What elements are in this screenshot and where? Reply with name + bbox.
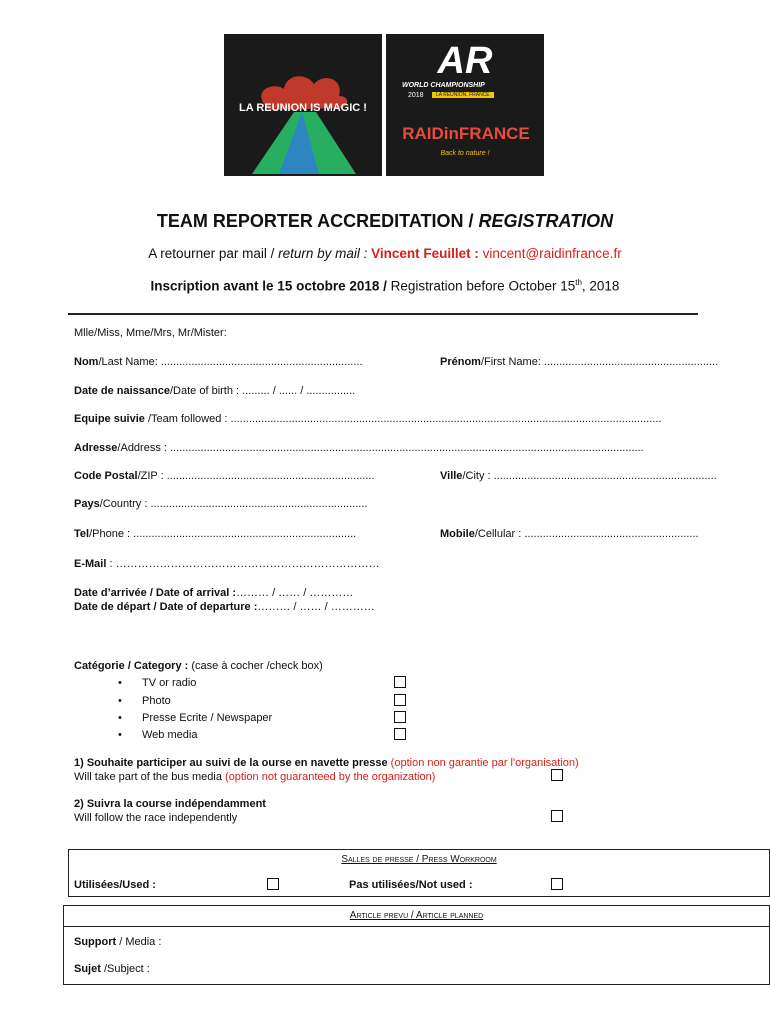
not-used-label: Pas utilisées/Not used :	[349, 879, 473, 891]
wc-text: WORLD CHAMPIONSHIP	[402, 82, 485, 89]
page-title: TEAM REPORTER ACCREDITATION / REGISTRATION	[156, 211, 614, 231]
checkbox-independent[interactable]	[551, 810, 563, 822]
zip-field[interactable]: Code Postal/ZIP : ....................................................................	[74, 470, 375, 482]
checkbox-tv-radio[interactable]	[394, 676, 406, 688]
option2-line1: 2) Suivra la course indépendamment	[74, 798, 266, 810]
email-link[interactable]: vincent@raidinfrance.fr	[482, 246, 622, 261]
country-field[interactable]: Pays/Country : .......................................................................	[74, 498, 368, 510]
mobile-field[interactable]: Mobile/Cellular : .........................................................	[440, 528, 699, 540]
support-field[interactable]: Support / Media :	[74, 936, 162, 948]
team-field[interactable]: Equipe suivie /Team followed : .............................................................................................................................................	[74, 413, 662, 425]
category-item: • Web media	[142, 729, 197, 741]
checkbox-not-used[interactable]	[551, 878, 563, 890]
used-label: Utilisées/Used :	[74, 879, 156, 891]
first-name-field[interactable]: Prénom/First Name: .........................................................	[440, 356, 719, 368]
divider	[68, 313, 698, 315]
departure-date-field[interactable]: Date de départ / Date of departure :……… / …… / …………	[74, 601, 375, 613]
reunion-logo-text: LA REUNION IS MAGIC !	[239, 102, 367, 114]
checkbox-web-media[interactable]	[394, 728, 406, 740]
press-workroom-table	[68, 849, 770, 897]
option2-line2: Will follow the race independently	[74, 812, 238, 824]
reunion-logo	[224, 34, 382, 176]
dob-field[interactable]: Date de naissance/Date of birth : ......... / ...... / ................	[74, 385, 356, 397]
raidinfrance-tagline: Back to nature !	[440, 150, 490, 157]
subject-field[interactable]: Sujet /Subject :	[74, 963, 150, 975]
category-item: • Photo	[142, 695, 171, 707]
category-label: Catégorie / Category : (case à cocher /check box)	[74, 660, 323, 672]
press-workroom-header: Salles de presse / Press Workroom	[341, 854, 497, 865]
civility-field[interactable]: Mlle/Miss, Mme/Mrs, Mr/Mister:	[74, 327, 227, 339]
raidinfrance-logo: RAIDinFRANCE	[402, 124, 530, 143]
category-item: • TV or radio	[142, 677, 196, 689]
option1-line2: Will take part of the bus media (option not guaranteed by the organization)	[74, 771, 436, 783]
ar-logo-text: AR	[437, 40, 493, 82]
checkbox-used[interactable]	[267, 878, 279, 890]
city-field[interactable]: Ville/City : .........................................................................	[440, 470, 717, 482]
checkbox-bus-media[interactable]	[551, 769, 563, 781]
option1-line1: 1) Souhaite participer au suivi de la ourse en navette presse (option non garantie par l'organisation)	[74, 757, 579, 769]
table-divider	[64, 926, 769, 927]
return-line: A retourner par mail / return by mail : Vincent Feuillet : vincent@raidinfrance.fr	[148, 246, 622, 261]
wc-place: LA REUNION, FRANCE	[432, 92, 494, 98]
last-name-field[interactable]: Nom/Last Name: ..................................................................	[74, 356, 363, 368]
email-field[interactable]: E-Mail : ………………………………………………………………	[74, 558, 380, 570]
article-header: Article prevu / Article planned	[349, 910, 484, 921]
category-item: • Presse Ecrite / Newspaper	[142, 712, 272, 724]
ar-wc-logo	[386, 34, 544, 176]
checkbox-photo[interactable]	[394, 694, 406, 706]
wc-year: 2018	[408, 92, 424, 99]
checkbox-newspaper[interactable]	[394, 711, 406, 723]
deadline-line: Inscription avant le 15 octobre 2018 / Registration before October 15th, 2018	[150, 278, 620, 294]
address-field[interactable]: Adresse/Address : ...........................................................................................................................................................	[74, 442, 644, 454]
arrival-date-field[interactable]: Date d’arrivée / Date of arrival :……… / …… / …………	[74, 587, 354, 599]
phone-field[interactable]: Tel/Phone : .........................................................................	[74, 528, 357, 540]
article-planned-table	[63, 905, 770, 985]
